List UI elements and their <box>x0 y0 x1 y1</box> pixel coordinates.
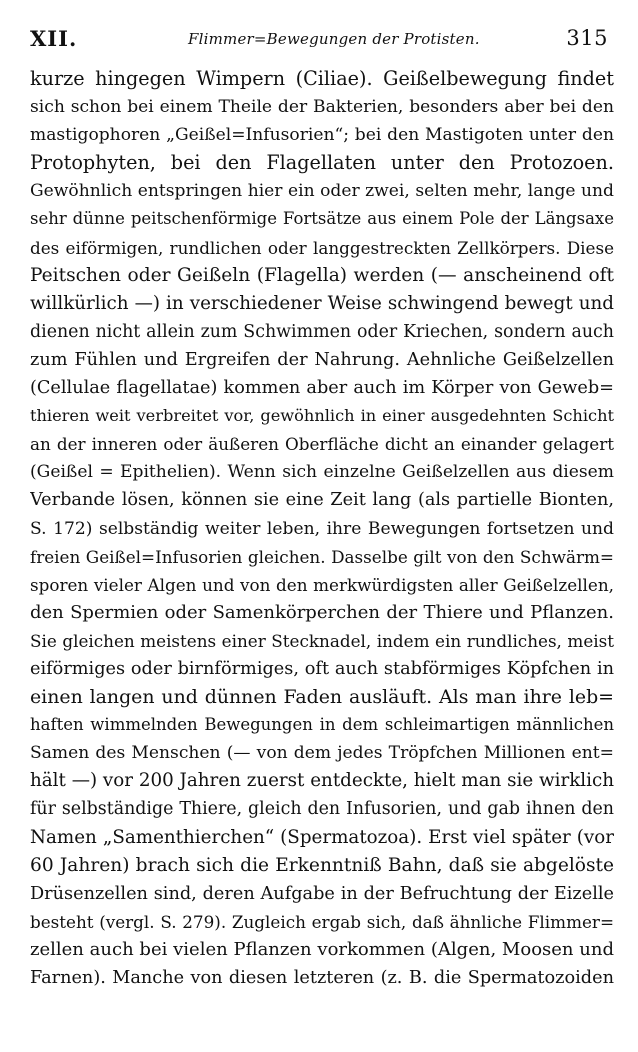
text-line: haften wimmelnden Bewegungen in dem schleimartigen männlichen <box>30 715 614 735</box>
text-line: des eiförmigen, rundlichen oder langgestreckten Zellkörpers. Diese <box>30 237 614 258</box>
body-text <box>30 65 614 992</box>
chapter-number: XII. <box>30 26 78 51</box>
text-line: einen langen und dünnen Faden ausläuft. Als man ihre leb= <box>30 686 614 709</box>
text-line: sehr dünne peitschenförmige Fortsätze aus einem Pole der Längsaxe <box>30 209 614 229</box>
text-line: Gewöhnlich entspringen hier ein oder zwei, selten mehr, lange und <box>30 181 614 202</box>
text-line: sich schon bei einem Theile der Bakterien, besonders aber bei den <box>30 97 614 118</box>
text-line: zum Fühlen und Ergreifen der Nahrung. Aehnliche Geißelzellen <box>30 349 614 370</box>
text-line: Samen des Menschen (— von dem jedes Tröpfchen Millionen ent= <box>30 743 614 764</box>
text-line: Namen „Samenthierchen“ (Spermatozoa). Erst viel später (vor <box>30 826 614 848</box>
text-line: Drüsenzellen sind, deren Aufgabe in der Befruchtung der Eizelle <box>30 883 614 904</box>
text-line: sporen vieler Algen und von den merkwürdigsten aller Geißelzellen, <box>30 574 614 595</box>
text-line: an der inneren oder äußeren Oberfläche dicht an einander gelagert <box>30 434 614 455</box>
page-number: 315 <box>566 26 608 50</box>
text-line: dienen nicht allein zum Schwimmen oder Kriechen, sondern auch <box>30 321 614 342</box>
text-line: 60 Jahren) brach sich die Erkenntniß Bahn, daß sie abgelöste <box>30 854 614 876</box>
text-line: S. 172) selbständig weiter leben, ihre Bewegungen fortsetzen und <box>30 518 614 539</box>
text-line: Protophyten, bei den Flagellaten unter den Protozoen. <box>30 151 614 175</box>
running-title: Flimmer=Bewegungen der Protisten. <box>188 30 480 48</box>
text-line: Farnen). Manche von diesen letzteren (z. B. die Spermatozoiden <box>30 968 614 988</box>
text-line: den Spermien oder Samenkörperchen der Thiere und Pflanzen. <box>30 601 614 623</box>
text-line: (Cellulae flagellatae) kommen aber auch im Körper von Geweb= <box>30 378 614 399</box>
running-head <box>26 26 612 56</box>
text-line: (Geißel = Epithelien). Wenn sich einzelne Geißelzellen aus diesem <box>30 462 614 483</box>
text-line: Verbande lösen, können sie eine Zeit lang (als partielle Bionten, <box>30 490 614 511</box>
text-line: Peitschen oder Geißeln (Flagella) werden (— anscheinend oft <box>30 264 614 286</box>
text-line: kurze hingegen Wimpern (Ciliae). Geißelbewegung findet <box>30 67 614 90</box>
text-line: Sie gleichen meistens einer Stecknadel, indem ein rundliches, meist <box>30 630 614 651</box>
text-line: hält —) vor 200 Jahren zuerst entdeckte, hielt man sie wirklich <box>30 770 614 792</box>
text-line: zellen auch bei vielen Pflanzen vorkommen (Algen, Moosen und <box>30 938 614 960</box>
text-line: für selbständige Thiere, gleich den Infusorien, und gab ihnen den <box>30 799 614 820</box>
text-line: willkürlich —) in verschiedener Weise schwingend bewegt und <box>30 292 614 314</box>
text-line: eiförmiges oder birnförmiges, oft auch stabförmiges Köpfchen in <box>30 658 614 679</box>
text-line: besteht (vergl. S. 279). Zugleich ergab sich, daß ähnliche Flimmer= <box>30 911 614 932</box>
text-line: thieren weit verbreitet vor, gewöhnlich in einer ausgedehnten Schicht <box>30 406 614 426</box>
text-line: freien Geißel=Infusorien gleichen. Dasselbe gilt von den Schwärm= <box>30 546 614 567</box>
text-line: mastigophoren „Geißel=Infusorien“; bei den Mastigoten unter den <box>30 125 614 146</box>
